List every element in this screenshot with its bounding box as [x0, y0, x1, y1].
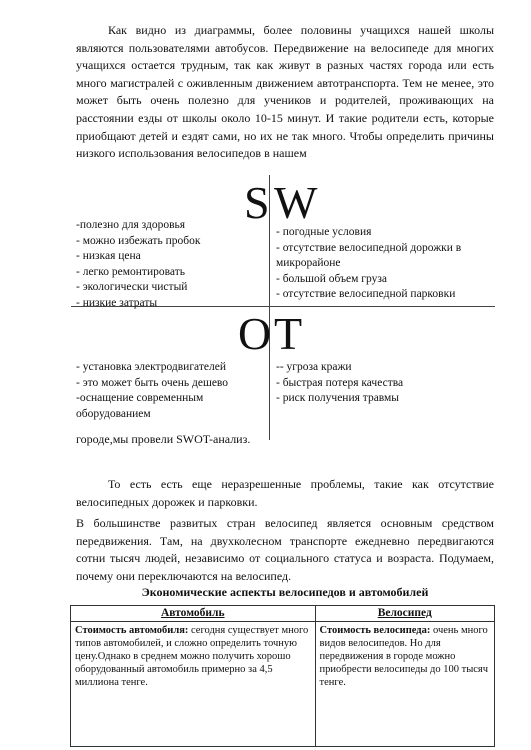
- list-item: -- угроза кражи: [276, 361, 352, 373]
- car-cost-text: сегодня существует много типов автомобилей, и сложно определить точную цену.Однако в среднем можно получить хорошо оборудованный автомобиль примерно за 4,5 миллиона тенге.: [75, 625, 309, 688]
- swot-weaknesses-list: [276, 225, 490, 303]
- list-item: - экологически чистый: [76, 281, 188, 294]
- list-item: - можно избежать пробок: [76, 234, 201, 247]
- swot-strengths-list: [76, 218, 262, 312]
- swot-letter-o: O: [238, 308, 272, 359]
- list-item: - быстрая потеря качества: [276, 376, 404, 389]
- swot-letter-t: T: [274, 308, 303, 359]
- table-row: [71, 622, 495, 747]
- bike-cost-cell: [315, 622, 494, 747]
- car-cost-label: Стоимость автомобиля:: [75, 625, 189, 636]
- swot-threats-list: [276, 360, 490, 407]
- intro-paragraph: Как видно из диаграммы, более половины учащихся нашей школы являются пользователями автобусов. Передвижение на велосипеде для многих учащихся остается трудным, так как живут в разных частях города или есть много магистралей с оживленным движением автотранспорта. Тем не менее, это может быть очень полезно для учеников и родителей, проживающих на расстоянии езды от школы около 10-15 минут. И такие родители есть, которые приобщают детей и ездят сами, но их не так много. Чтобы определить причины низкого использования велосипедов в нашем: [76, 23, 494, 161]
- car-cost-cell: [71, 622, 316, 747]
- table-caption: Экономические аспекты велосипедов и автомобилей: [141, 585, 429, 599]
- column-header-bike: Велосипед: [315, 606, 494, 622]
- paragraph-developed: В большинстве развитых стран велосипед является основным средством передвижения. Там, на двухколесном транспорте ежедневно передвигаются сотни тысяч людей, независимо от социального статуса и возраста. Подумаем, почему они переключаются на велосипед.: [76, 516, 494, 583]
- list-item: - легко ремонтировать: [76, 265, 185, 278]
- list-item: - низкая цена: [76, 250, 141, 263]
- list-item: - установка электродвигателей: [76, 361, 226, 373]
- list-item: - погодные условия: [276, 226, 372, 238]
- paragraph-problems: То есть есть еще неразрешенные проблемы, такие как отсутствие велосипедных дорожек и парковки.: [76, 477, 494, 509]
- list-item: - отсутствие велосипедной парковки: [276, 288, 456, 301]
- list-item: - это может быть очень дешево: [76, 376, 229, 389]
- list-item: - низкие затраты: [76, 296, 158, 309]
- economics-table: [70, 605, 495, 747]
- continuation-line: городе,мы провели SWOT-анализ.: [76, 432, 251, 446]
- column-header-car: Автомобиль: [71, 606, 316, 622]
- list-item: - большой объем груза: [276, 272, 388, 285]
- list-item: - отсутствие велосипедной дорожки в микрорайоне: [276, 241, 462, 270]
- list-item: -оснащение современным оборудованием: [76, 392, 204, 420]
- swot-letter-s: S: [244, 177, 270, 228]
- list-item: -полезно для здоровья: [76, 219, 186, 231]
- bike-cost-text: очень много видов велосипедов. Но для передвижения в городе можно приобрести велосипеды до 100 тысяч тенге.: [319, 625, 489, 688]
- bike-cost-label: Стоимость велосипеда:: [319, 625, 431, 636]
- swot-opportunities-list: [76, 360, 262, 422]
- list-item: - риск получения травмы: [276, 392, 400, 405]
- swot-letter-w: W: [274, 177, 318, 228]
- table-header-row: [71, 606, 495, 622]
